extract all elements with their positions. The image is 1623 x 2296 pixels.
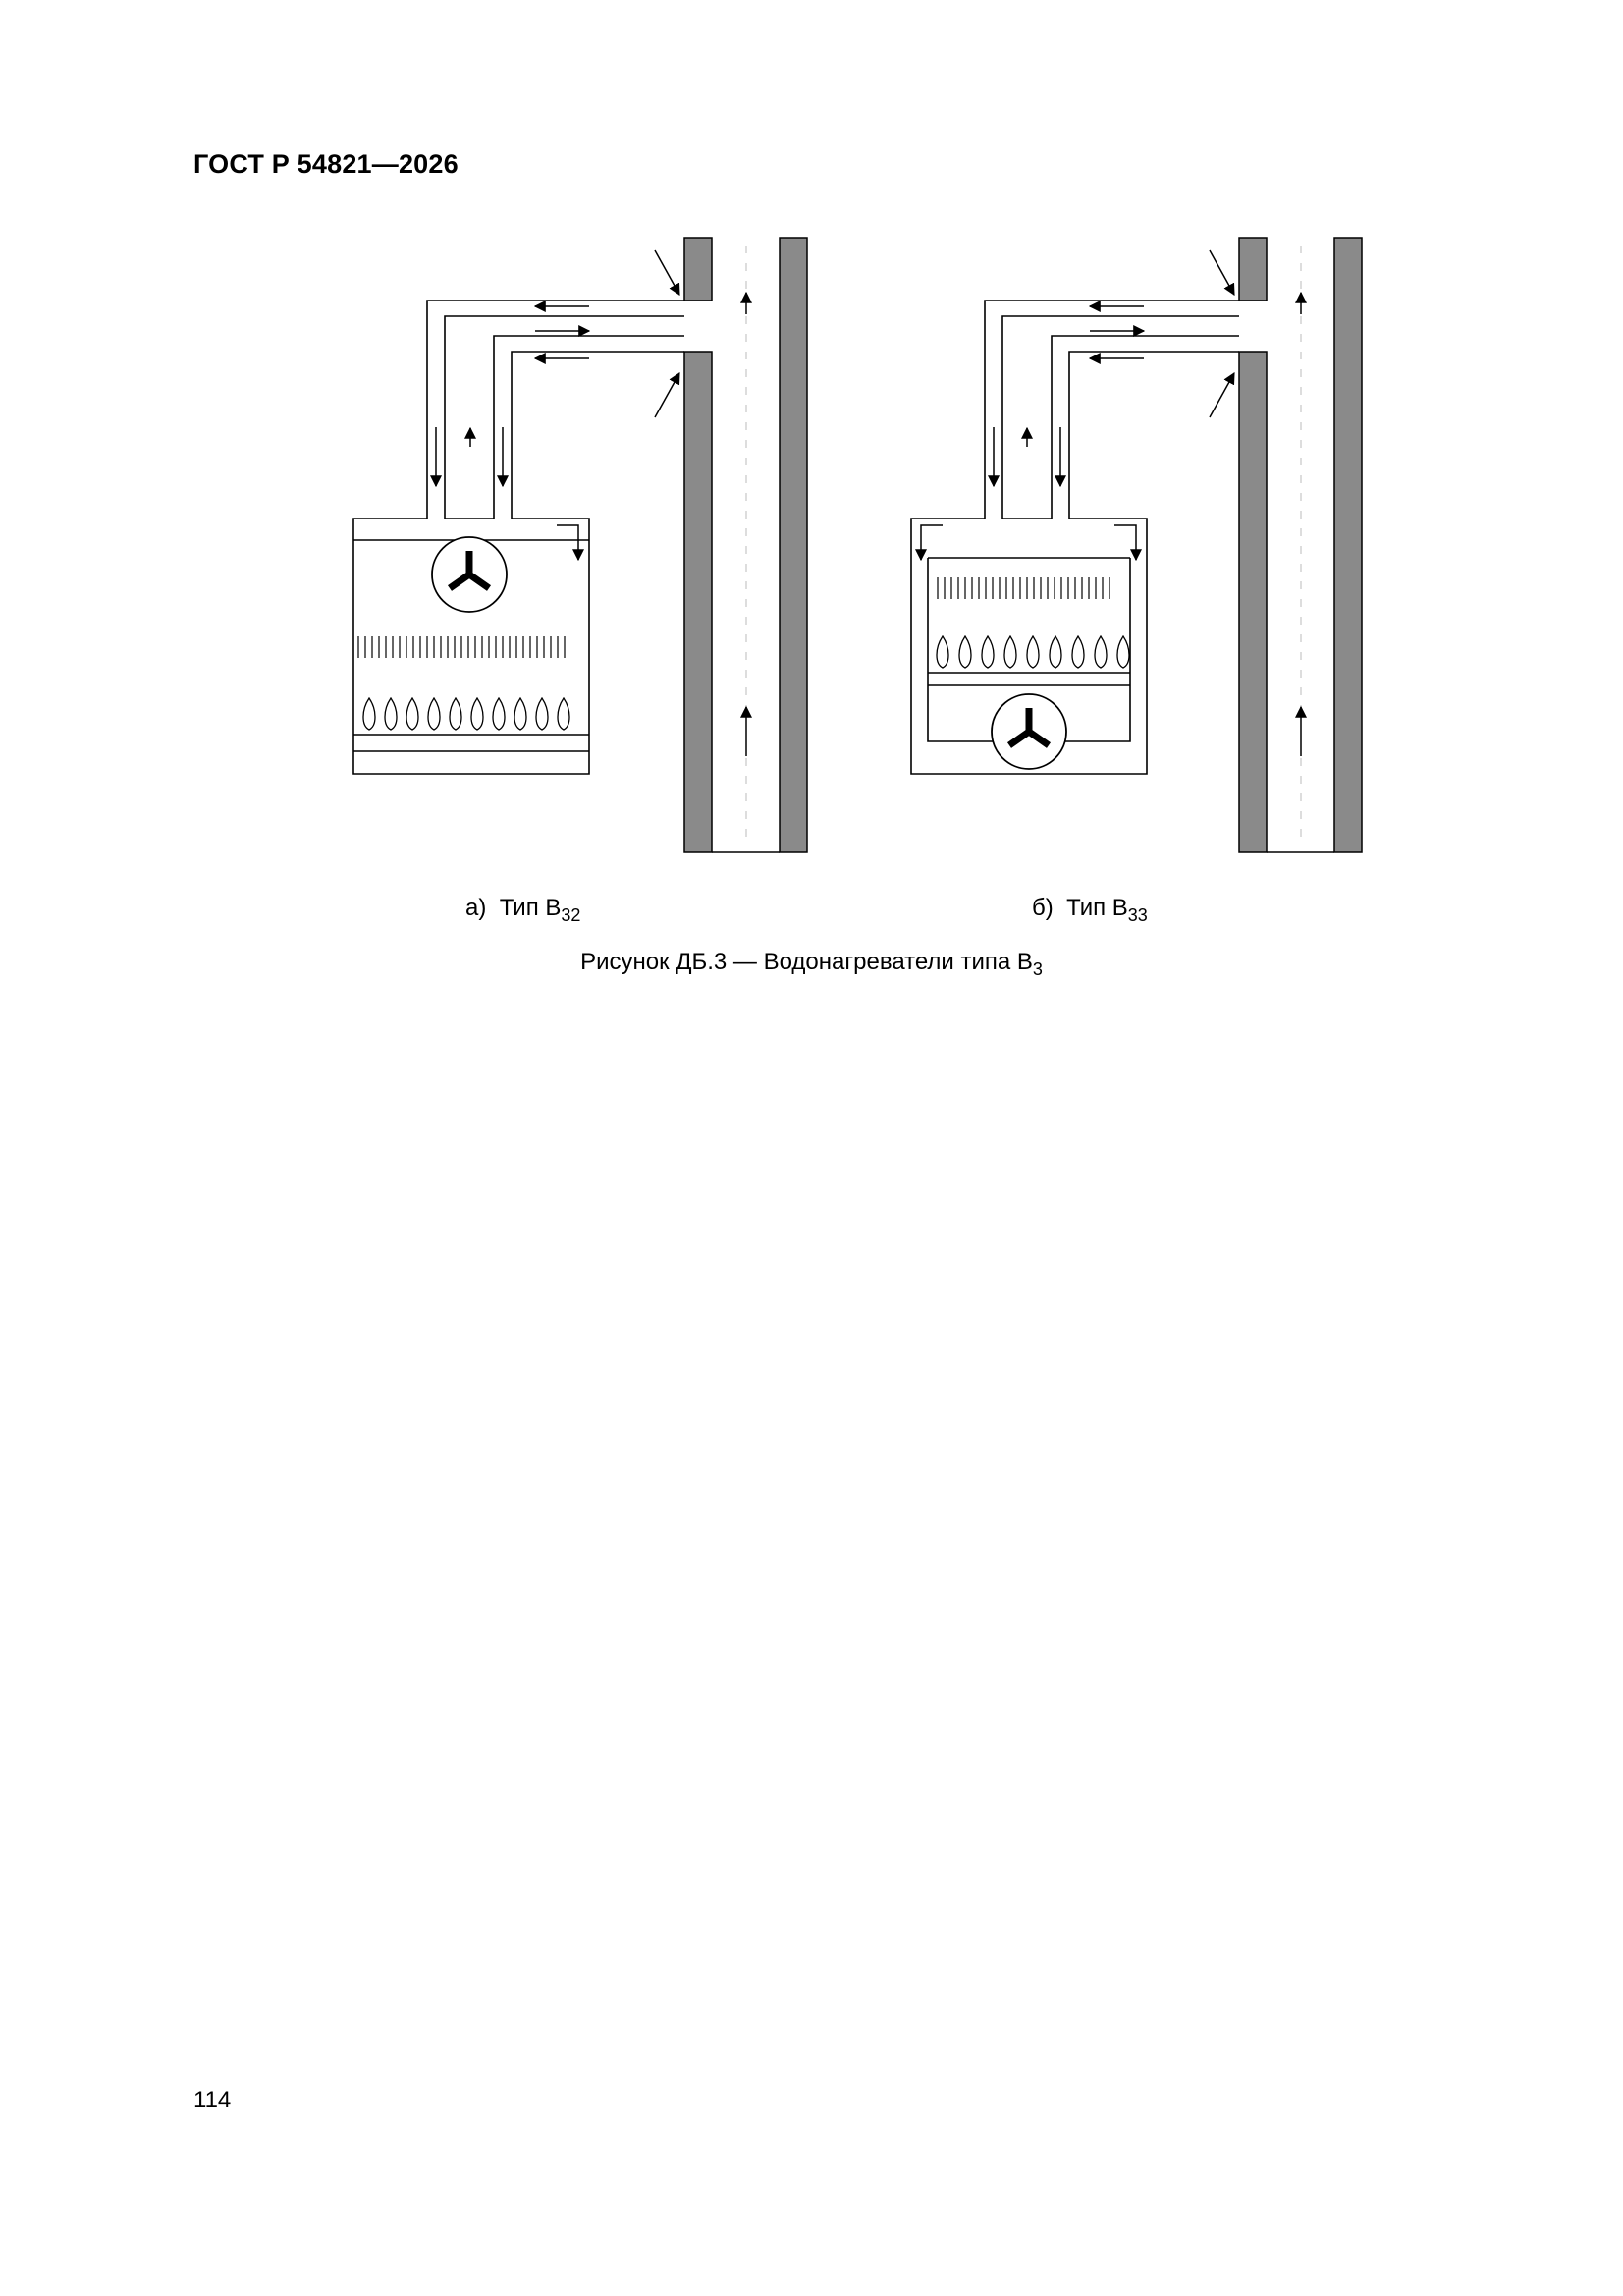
burner-left <box>363 698 569 730</box>
figure-caption-subscript: 3 <box>1032 959 1043 979</box>
subfigure-letter: а) <box>465 895 487 921</box>
diagram-type-b32 <box>353 238 807 852</box>
subfigure-letter: б) <box>1032 895 1054 921</box>
subfigure-subscript: 33 <box>1127 905 1148 925</box>
subfigure-subscript: 32 <box>561 905 581 925</box>
fan-icon <box>992 694 1066 769</box>
figure-caption-text: Рисунок ДБ.3 — Водонагреватели типа В <box>580 949 1033 975</box>
figure-db3 <box>0 0 1623 1002</box>
subfigure-caption-a <box>465 895 581 925</box>
subfigure-caption-b <box>1032 895 1148 925</box>
duct-right <box>985 301 1239 519</box>
figure-caption <box>0 949 1623 979</box>
chimney-left <box>684 238 807 852</box>
diagram-type-b33 <box>911 238 1362 852</box>
subfigure-label: Тип В <box>1066 895 1128 921</box>
chimney-right <box>1239 238 1362 852</box>
heat-exchanger-left <box>358 636 565 658</box>
subfigure-label: Тип В <box>499 895 562 921</box>
document-header: ГОСТ Р 54821—2026 <box>193 149 459 179</box>
heat-exchanger-right <box>938 577 1109 599</box>
duct-left <box>427 301 684 519</box>
page-number: 114 <box>193 2087 232 2113</box>
burner-right <box>937 636 1129 668</box>
fan-icon <box>432 537 507 612</box>
